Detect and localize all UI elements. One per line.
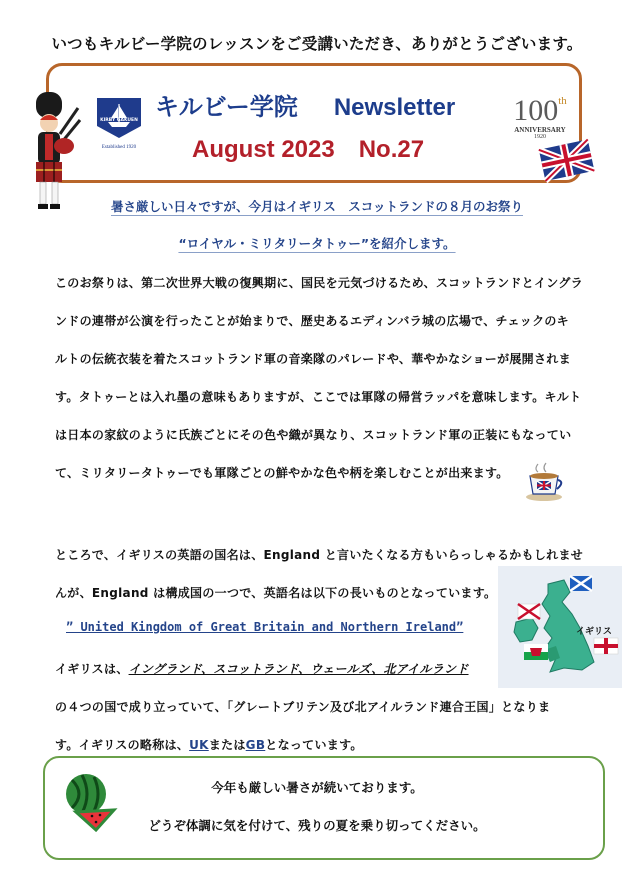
- school-logo: [94, 96, 144, 150]
- paragraph-line: イギリスは、イングランド、スコットランド、ウェールズ、北アイルランド: [55, 662, 469, 676]
- countries-list: イングランド、スコットランド、ウェールズ、北アイルランド: [128, 662, 469, 676]
- title-jp: キルビー学院: [155, 94, 298, 121]
- paragraph-line: す。タトゥーとは入れ墨の意味もありますが、ここでは軍隊の帰営ラッパを意味します。キルト: [55, 390, 582, 404]
- wales-flag-icon: [524, 644, 548, 660]
- england-flag-icon: [594, 638, 618, 654]
- abbrev-uk: UK: [189, 738, 209, 752]
- intro-line-2: “ロイヤル・ミリタリータトゥー”を紹介します。: [178, 236, 456, 251]
- title-en: Newsletter: [333, 94, 456, 121]
- uk-map-illustration: [498, 566, 622, 688]
- paragraph-line: ところで、イギリスの英語の国名は、England と言いたくなる方もいらっしゃるかもしれませ: [55, 548, 584, 562]
- intro-line-1: 暑さ厳しい日々ですが、今月はイギリス スコットランドの８月のお祭り: [110, 199, 523, 214]
- scotland-flag-icon: [570, 576, 592, 591]
- paragraph-line: ルトの伝統衣装を着たスコットランド軍の音楽隊のパレードや、華やかなショーが展開されま: [55, 352, 571, 366]
- issue-line: [192, 136, 424, 164]
- paragraph-line: す。イギリスの略称は、UKまたはGBとなっています。: [55, 738, 363, 752]
- newsletter-title: [155, 87, 455, 122]
- paragraph-line: て、ミリタリータトゥーでも軍隊ごとの鮮やかな色や柄を楽しむことが出来ます。: [55, 466, 509, 480]
- paragraph-line: んが、England は構成国の一つで、英語名は以下の長いものとなっています。: [55, 586, 497, 600]
- anniversary-label: ANNIVERSARY: [514, 126, 566, 134]
- map-label: イギリス: [576, 627, 612, 637]
- footer-message-box: [43, 756, 605, 860]
- anniversary-number: 100: [513, 94, 559, 127]
- greeting-text: いつもキルビー学院のレッスンをご受講いただき、ありがとうございます。: [51, 35, 583, 53]
- paragraph-line: は日本の家紋のように氏族ごとにその色や織が異なり、スコットランド軍の正装にもなってい: [55, 428, 572, 442]
- footer-line-1: 今年も厳しい暑さが続いております。: [211, 780, 423, 795]
- paragraph-line: の４つの国で成り立っていて、「グレートブリテン及び北アイルランド連合王国」となりま: [55, 700, 551, 714]
- abbrev-gb: GB: [245, 738, 266, 752]
- paragraph-line: このお祭りは、第二次世界大戦の復興期に、国民を元気づけるため、スコットランドとイングラ: [55, 276, 583, 290]
- festival-paragraph: [55, 264, 603, 492]
- issue-date: August 2023: [192, 136, 335, 163]
- footer-line-2: どうぞ体調に気を付けて、残りの夏を乗り切ってください。: [148, 818, 486, 833]
- logo-name: KIRBY GAKUEN: [100, 118, 138, 123]
- issue-number: No.27: [358, 136, 425, 163]
- northern-ireland-flag-icon: [518, 604, 540, 619]
- union-jack-flag-icon: [536, 132, 600, 190]
- anniversary-th: th: [558, 95, 567, 107]
- anniversary-year: 1920: [534, 134, 546, 140]
- teacup-icon: [522, 458, 566, 502]
- paragraph-line: ンドの連帯が公演を行ったことが始まりで、歴史あるエディンバラ城の広場で、チェックのキ: [55, 314, 569, 328]
- logo-established: Established 1920: [101, 145, 137, 150]
- official-country-name: ” United Kingdom of Great Britain and Northern Ireland”: [66, 620, 464, 634]
